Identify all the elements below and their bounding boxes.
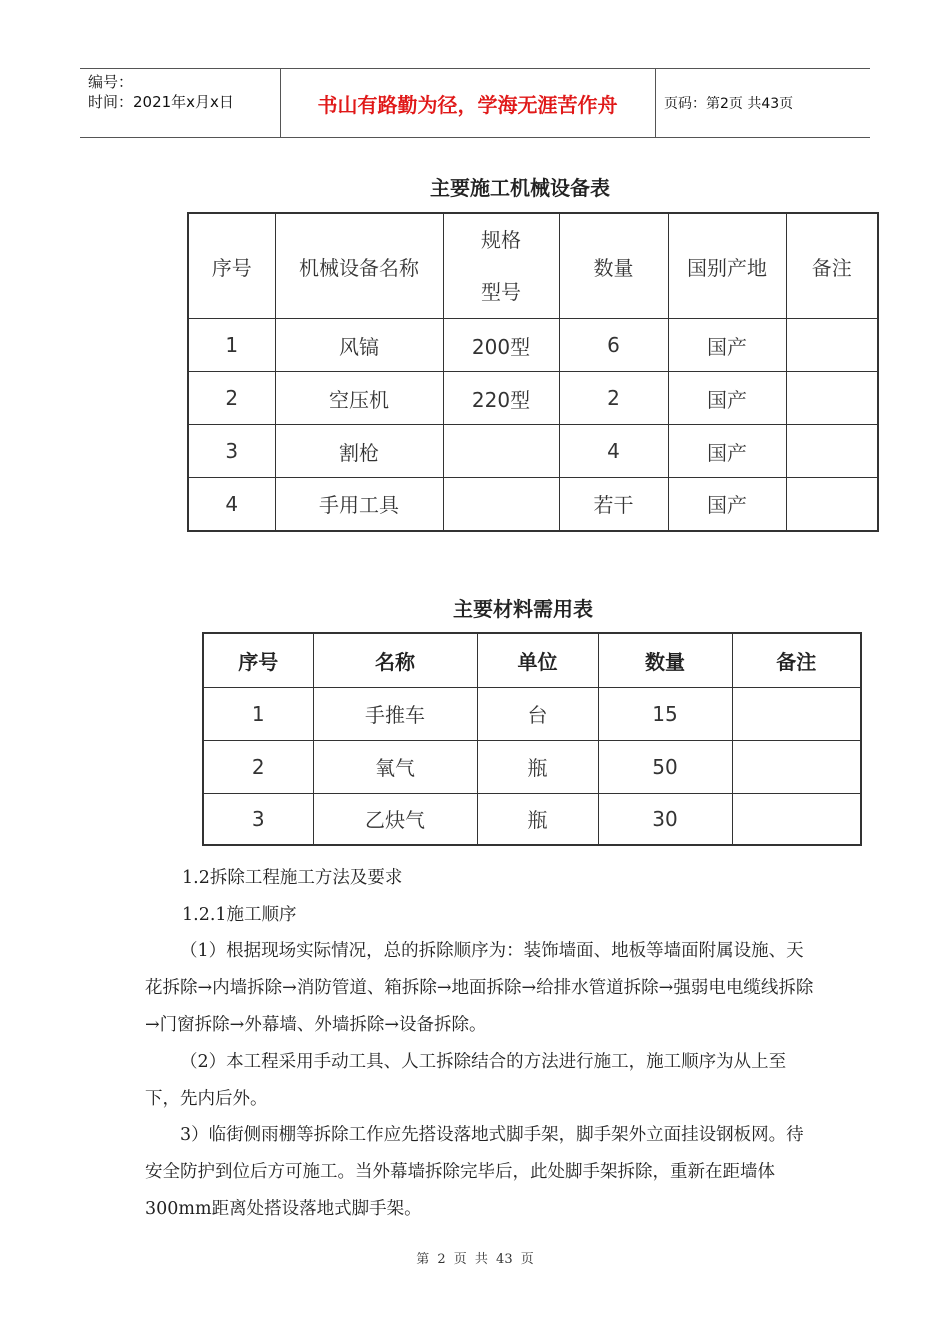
table-cell: 4 (559, 425, 668, 478)
table-cell (786, 478, 878, 531)
table-cell: 200型 (443, 319, 559, 372)
header-cell: 单位 (477, 633, 598, 687)
page-footer: 第 2 页 共 43 页 (416, 1252, 534, 1267)
header-spec-line: 型号 (481, 280, 521, 304)
table-row (188, 425, 878, 478)
table-cell (732, 793, 861, 845)
table-cell: 1 (188, 319, 275, 372)
table-cell: 国产 (668, 478, 786, 531)
table-cell (443, 478, 559, 531)
material-table-title: 主要材料需用表 (453, 597, 593, 621)
paragraph: （2）本工程采用手动工具、人工拆除结合的方法进行施工，施工顺序为从上至下，先内后外。 (145, 1052, 787, 1109)
header-divider (655, 69, 656, 137)
table-header-row (203, 633, 861, 687)
table-cell: 30 (598, 793, 732, 845)
table-row (203, 793, 861, 845)
table-row (188, 319, 878, 372)
header-cell: 机械设备名称 (275, 213, 443, 319)
header-cell: 名称 (313, 633, 477, 687)
table-cell: 2 (559, 372, 668, 425)
table-cell: 手用工具 (275, 478, 443, 531)
table-cell: 手推车 (313, 687, 477, 740)
paragraph: 3）临街侧雨棚等拆除工作应先搭设落地式脚手架，脚手架外立面挂设钢板网。待安全防护到位后方可施工。当外幕墙拆除完毕后，此处脚手架拆除，重新在距墙体300mm距离处搭设落地式脚手架。 (145, 1125, 804, 1219)
table-cell: 割枪 (275, 425, 443, 478)
table-cell: 若干 (559, 478, 668, 531)
table-cell (732, 687, 861, 740)
paragraph: （1）根据现场实际情况，总的拆除顺序为：装饰墙面、地板等墙面附属设施、天花拆除→内墙拆除→消防管道、箱拆除→地面拆除→给排水管道拆除→强弱电电缆线拆除→门窗拆除→外幕墙、外墙拆除→设备拆除。 (145, 941, 814, 1035)
number-label: 编号： (88, 73, 134, 91)
table-cell: 1 (203, 687, 313, 740)
table-row (203, 687, 861, 740)
header-cell: 备注 (732, 633, 861, 687)
table-cell: 氧气 (313, 740, 477, 793)
table-cell: 国产 (668, 372, 786, 425)
table-row (203, 740, 861, 793)
table-cell: 国产 (668, 425, 786, 478)
table-cell: 2 (188, 372, 275, 425)
table-cell: 瓶 (477, 793, 598, 845)
header-spec-line: 规格 (481, 228, 521, 252)
section-heading: 1.2拆除工程施工方法及要求 (182, 868, 403, 888)
table-row (188, 372, 878, 425)
table-cell (732, 740, 861, 793)
header-cell: 数量 (598, 633, 732, 687)
header-cell: 序号 (203, 633, 313, 687)
table-cell: 国产 (668, 319, 786, 372)
table-cell: 6 (559, 319, 668, 372)
table-cell (786, 425, 878, 478)
header-cell: 国别产地 (668, 213, 786, 319)
table-cell: 乙炔气 (313, 793, 477, 845)
table-cell: 瓶 (477, 740, 598, 793)
header-cell: 数量 (559, 213, 668, 319)
header-motto: 书山有路勤为径，学海无涯苦作舟 (317, 93, 618, 117)
table-cell: 风镐 (275, 319, 443, 372)
equipment-table (187, 212, 879, 532)
table-cell: 15 (598, 687, 732, 740)
material-table (202, 632, 862, 846)
time-label: 时间：2021年x月x日 (88, 93, 234, 111)
header-meta (88, 72, 234, 112)
table-cell: 220型 (443, 372, 559, 425)
table-cell: 4 (188, 478, 275, 531)
table-cell: 50 (598, 740, 732, 793)
table-cell: 2 (203, 740, 313, 793)
header-cell-spec (443, 213, 559, 319)
table-cell (786, 372, 878, 425)
subsection-heading: 1.2.1施工顺序 (182, 905, 297, 925)
table-cell: 3 (203, 793, 313, 845)
table-cell: 台 (477, 687, 598, 740)
table-cell (786, 319, 878, 372)
header-cell: 序号 (188, 213, 275, 319)
page-header (80, 68, 870, 138)
table-header-row (188, 213, 878, 319)
table-cell (443, 425, 559, 478)
table-row (188, 478, 878, 531)
header-cell: 备注 (786, 213, 878, 319)
table-cell: 3 (188, 425, 275, 478)
equipment-table-title: 主要施工机械设备表 (430, 176, 610, 200)
header-page-info: 页码：第2页 共43页 (664, 96, 794, 112)
table-cell: 空压机 (275, 372, 443, 425)
